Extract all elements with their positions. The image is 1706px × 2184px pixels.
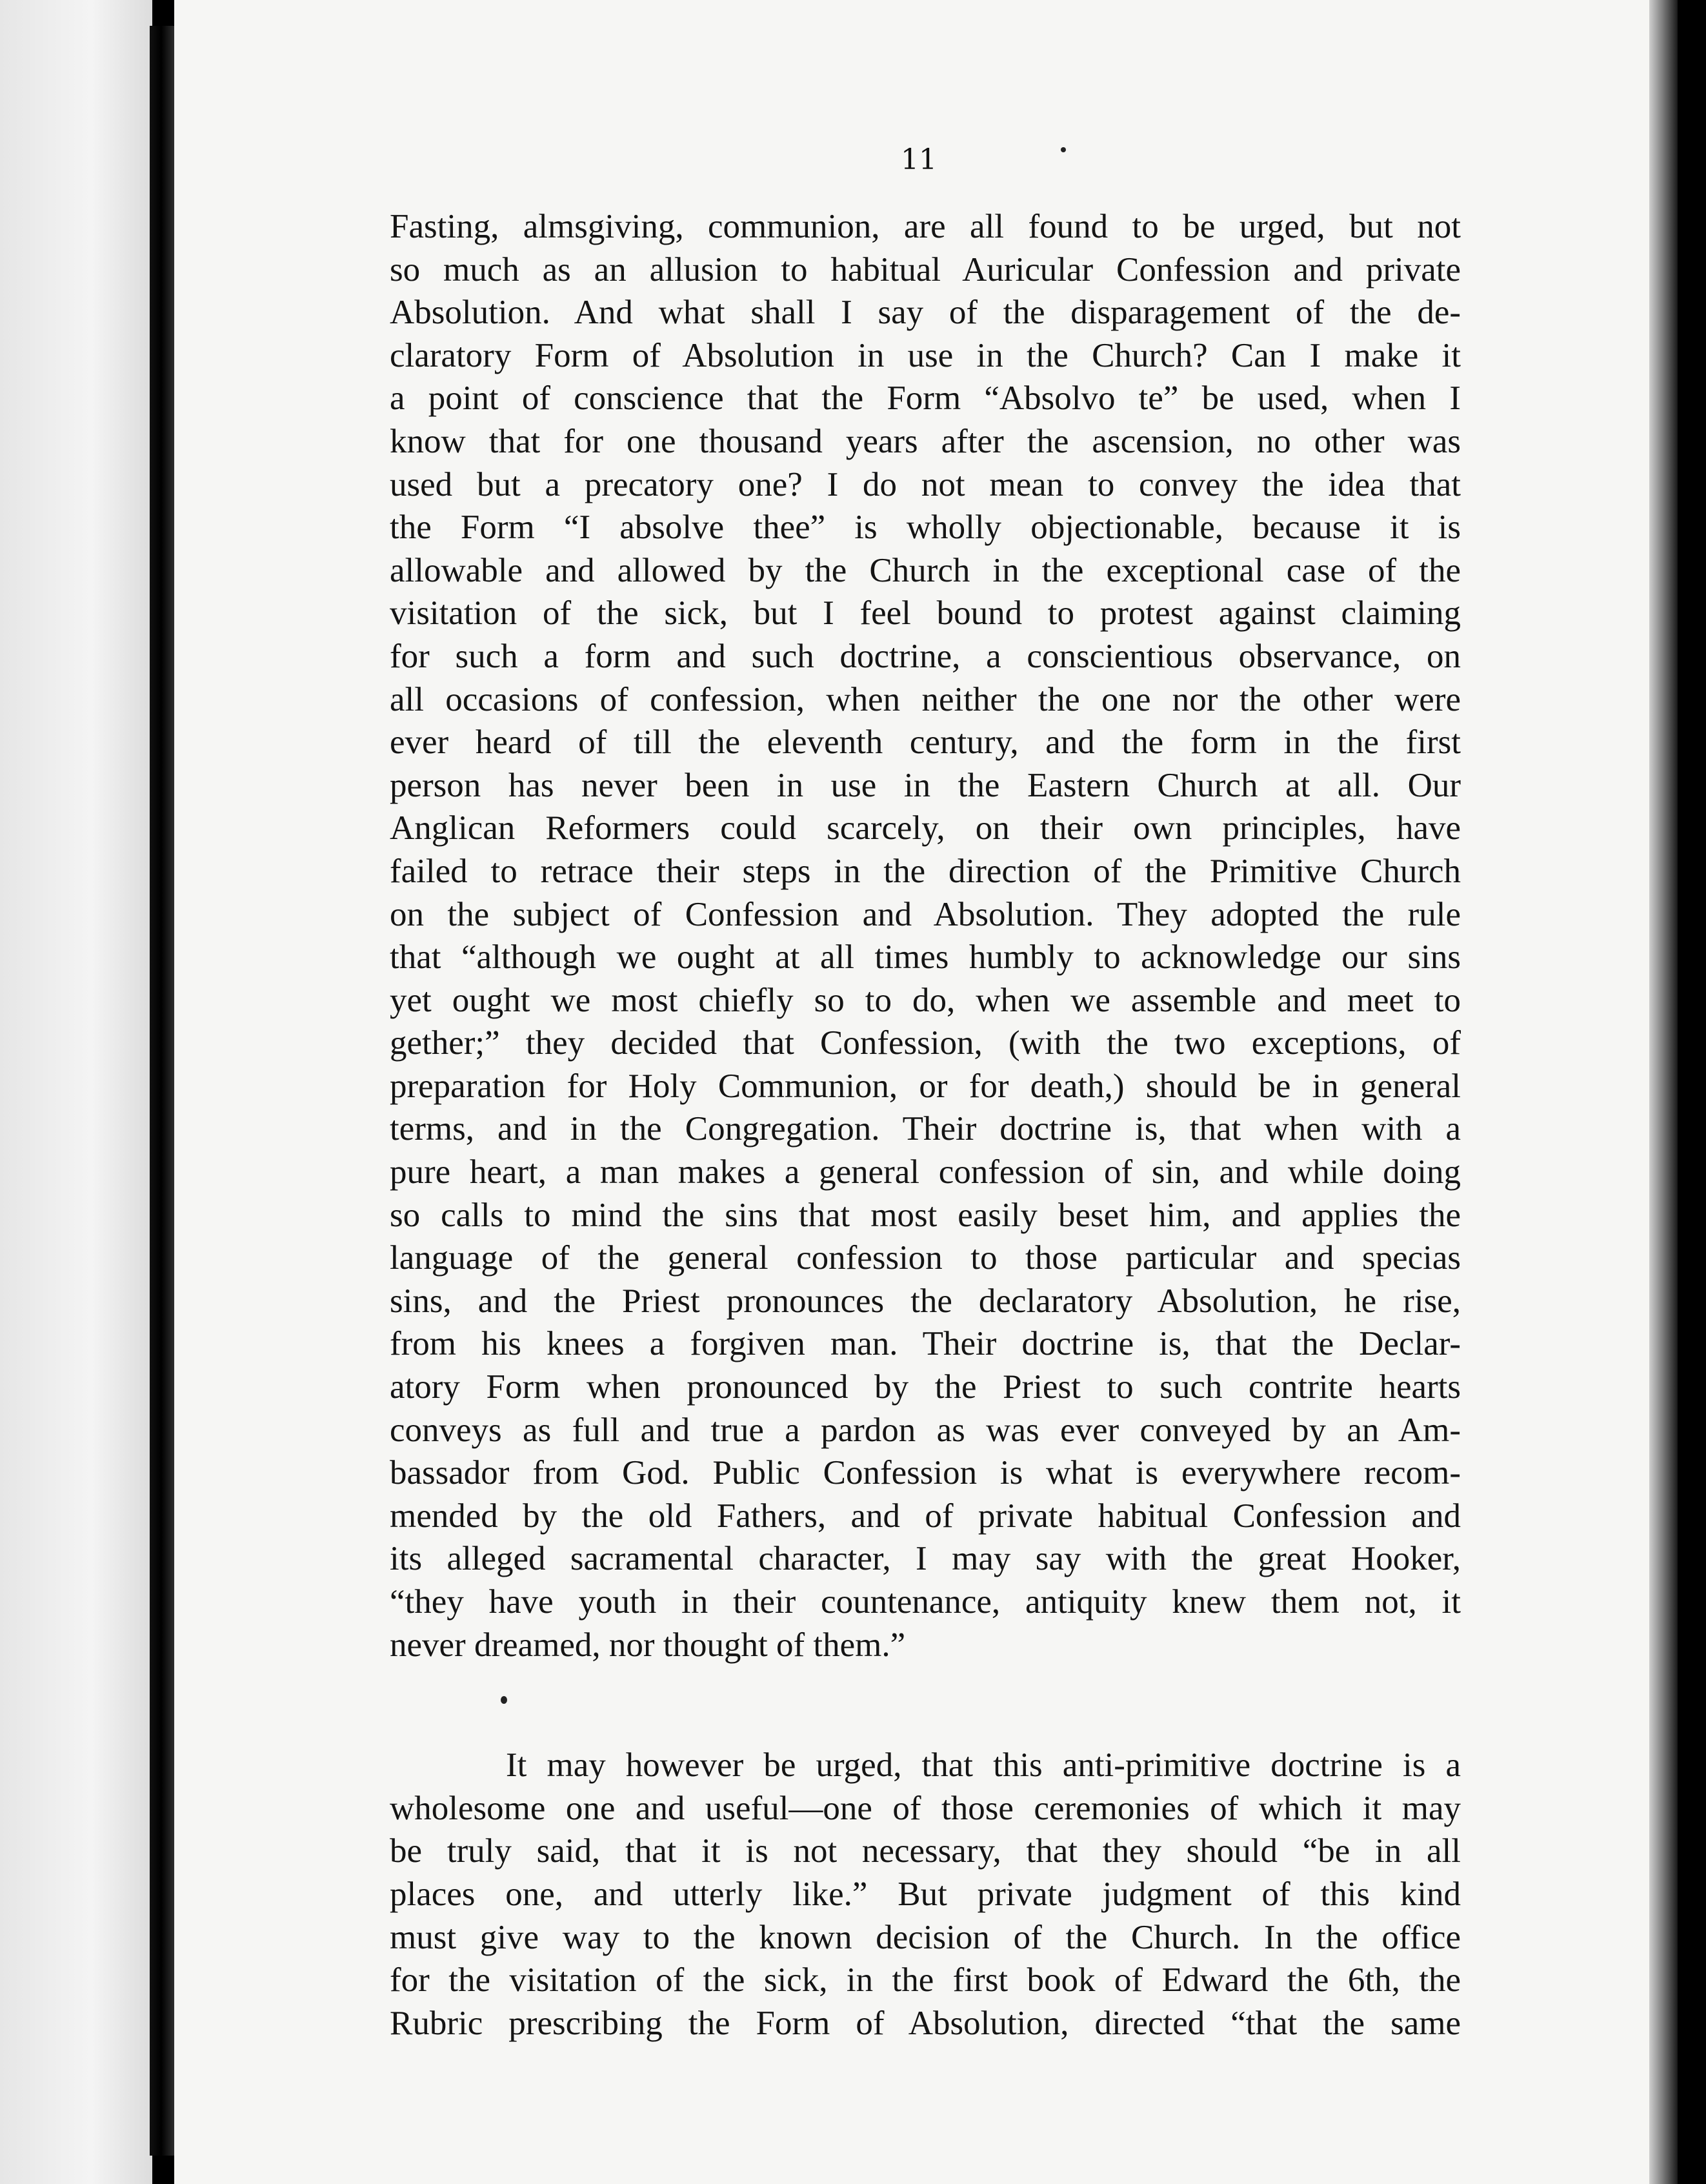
text-line: language of the general confession to those particular and specias — [390, 1239, 1461, 1277]
paragraph — [390, 205, 1461, 1666]
page-right-edge-shadow — [1649, 0, 1678, 2184]
text-line: its alleged sacramental character, I may say with the great Hooker, — [390, 1540, 1461, 1578]
facing-page-edge — [0, 0, 152, 2184]
text-line: never dreamed, nor thought of them.” — [390, 1626, 906, 1664]
text-line: know that for one thousand years after the ascension, no other was — [390, 422, 1461, 460]
text-line: terms, and in the Congregation. Their doctrine is, that when with a — [390, 1110, 1461, 1148]
paragraph — [390, 1744, 1461, 2045]
text-line: used but a precatory one? I do not mean to convey the idea that — [390, 465, 1461, 503]
text-line: “they have youth in their countenance, antiquity knew them not, it — [390, 1583, 1461, 1621]
text-line: allowable and allowed by the Church in the exceptional case of the — [390, 551, 1461, 589]
text-line: from his knees a forgiven man. Their doctrine is, that the Declar- — [390, 1325, 1461, 1363]
text-line: ever heard of till the eleventh century, and the form in the first — [390, 723, 1461, 762]
text-line: gether;” they decided that Confession, (with the two exceptions, of — [390, 1024, 1461, 1062]
text-line: claratory Form of Absolution in use in the Church? Can I make it — [390, 336, 1461, 374]
text-line: all occasions of confession, when neither the one nor the other were — [390, 680, 1461, 718]
text-line: Absolution. And what shall I say of the disparagement of the de- — [390, 294, 1461, 332]
text-line: preparation for Holy Communion, or for death,) should be in general — [390, 1067, 1461, 1105]
page-number: 11 — [901, 143, 937, 176]
text-line: atory Form when pronounced by the Priest to such contrite hearts — [390, 1368, 1461, 1406]
body-text — [390, 205, 1461, 2045]
text-line: It may however be urged, that this anti-primitive doctrine is a — [506, 1746, 1461, 1785]
text-line: be truly said, that it is not necessary, that they should “be in all — [390, 1832, 1461, 1870]
text-line: Rubric prescribing the Form of Absolution, directed “that the same — [390, 2004, 1461, 2042]
text-line: must give way to the known decision of the Church. In the office — [390, 1918, 1461, 1956]
text-line: person has never been in use in the Eastern Church at all. Our — [390, 766, 1461, 804]
text-line: Anglican Reformers could scarcely, on their own principles, have — [390, 809, 1461, 847]
text-line: sins, and the Priest pronounces the declaratory Absolution, he rise, — [390, 1282, 1461, 1320]
text-line: on the subject of Confession and Absolution. They adopted the rule — [390, 895, 1461, 933]
text-line: yet ought we most chiefly so to do, when we assemble and meet to — [390, 981, 1461, 1019]
text-line: pure heart, a man makes a general confession of sin, and while doing — [390, 1153, 1461, 1191]
text-line: mended by the old Fathers, and of private habitual Confession and — [390, 1497, 1461, 1535]
text-line: for such a form and such doctrine, a conscientious observance, on — [390, 637, 1461, 675]
text-line: failed to retrace their steps in the direction of the Primitive Church — [390, 852, 1461, 890]
text-line: that “although we ought at all times humbly to acknowledge our sins — [390, 938, 1461, 976]
text-line: a point of conscience that the Form “Absolvo te” be used, when I — [390, 379, 1461, 418]
book-gutter — [150, 26, 176, 2156]
text-line: the Form “I absolve thee” is wholly objectionable, because it is — [390, 509, 1461, 547]
text-line: for the visitation of the sick, in the first book of Edward the 6th, the — [390, 1961, 1461, 1999]
text-line: wholesome one and useful—one of those ceremonies of which it may — [390, 1789, 1461, 1827]
text-line: conveys as full and true a pardon as was ever conveyed by an Am- — [390, 1411, 1461, 1449]
text-line: bassador from God. Public Confession is what is everywhere recom- — [390, 1454, 1461, 1492]
text-line: Fasting, almsgiving, communion, are all found to be urged, but not — [390, 208, 1461, 245]
text-line: so much as an allusion to habitual Auricular Confession and private — [390, 250, 1461, 288]
text-line: visitation of the sick, but I feel bound to protest against claiming — [390, 594, 1461, 632]
text-line: so calls to mind the sins that most easily beset him, and applies the — [390, 1196, 1461, 1234]
text-line: places one, and utterly like.” But private judgment of this kind — [390, 1875, 1461, 1913]
ink-speck — [1061, 147, 1066, 152]
